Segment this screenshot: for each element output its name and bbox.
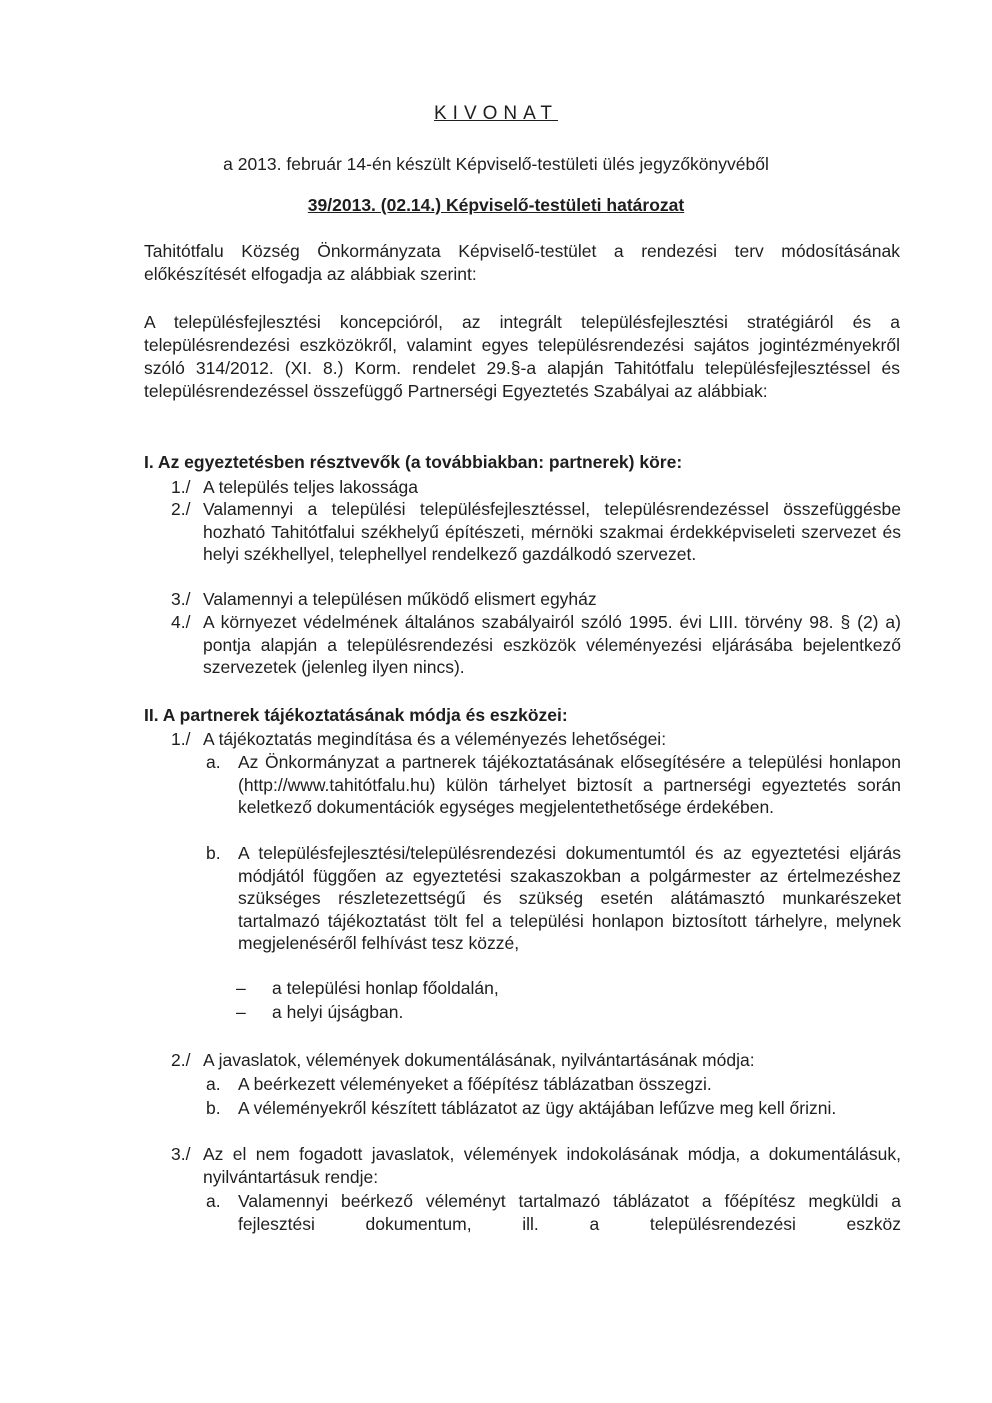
dash-mark: – (236, 1002, 246, 1022)
item-text: A település teljes lakossága (203, 477, 418, 497)
list-item (171, 476, 901, 499)
sub-item-text: A településfejlesztési/településrendezési dokumentumtól és az egyeztetési eljárás módjától függően az egyeztetési szakaszokban a polgármester az értelmezéshez szükséges részletezettségű és szükség esetén alátámasztó munkarészeket tartalmazó tájékoztatást tölt fel a települési honlapon biztosított tárhelyre, melynek megjelenéséről felhívást tesz közzé, (238, 843, 901, 953)
dash-item (236, 1001, 736, 1024)
dash-text: a települési honlap főoldalán, (272, 978, 499, 998)
item-text: Az el nem fogadott javaslatok, vélemények indokolásának módja, a dokumentálásuk, nyilvántartásuk rendje: (203, 1144, 901, 1187)
dash-text: a helyi újságban. (272, 1002, 404, 1022)
item-number: 1./ (171, 477, 191, 497)
item-number: 1./ (171, 729, 191, 749)
document-subtitle: a 2013. február 14-én készült Képviselő-testületi ülés jegyzőkönyvéből (223, 154, 769, 174)
item-text: Valamennyi a települési településfejlesztéssel, településrendezéssel összefüggésbe hozható Tahitótfalui székhelyű építészeti, mérnöki szakmai érdekképviseleti szervezet és helyi székhellyel, telephellyel rendelkező gazdálkodó szervezet. (203, 499, 901, 564)
item-text: A tájékoztatás megindítása és a véleményezés lehetőségei: (203, 729, 667, 749)
sub-item-letter: a. (206, 1191, 221, 1211)
list-item (171, 728, 901, 751)
intro-paragraph: Tahitótfalu Község Önkormányzata Képviselő-testület a rendezési terv módosításának előkészítését elfogadja az alábbiak szerint: (144, 241, 900, 284)
sub-item-letter: a. (206, 1074, 221, 1094)
sub-item-letter: b. (206, 1098, 221, 1118)
item-number: 3./ (171, 589, 191, 609)
section-2-heading: II. A partnerek tájékoztatásának módja és eszközei: (144, 705, 568, 725)
item-number: 2./ (171, 1050, 191, 1070)
dash-item (236, 977, 736, 1000)
sub-item-text: A véleményekről készített táblázatot az ügy aktájában lefűzve meg kell őrizni. (238, 1098, 837, 1118)
item-number: 2./ (171, 499, 191, 519)
document-title: KIVONAT (434, 103, 558, 124)
sub-item-letter: b. (206, 843, 221, 863)
list-item (171, 1143, 901, 1188)
item-text: A javaslatok, vélemények dokumentálásának, nyilvántartásának módja: (203, 1050, 755, 1070)
item-number: 4./ (171, 612, 191, 632)
sub-item (206, 1190, 901, 1235)
list-item (171, 1049, 901, 1072)
sub-item (206, 1097, 901, 1120)
legal-basis-paragraph: A településfejlesztési koncepcióról, az integrált településfejlesztési stratégiáról és a településrendezési eszközökről, valamint egyes településrendezési sajátos jogintézményekről szóló 314/2012. (XI. 8.) Korm. rendelet 29.§-a alapján Tahitótfalu településfejlesztéssel és településrendezéssel összefüggő Partnerségi Egyeztetés Szabályai az alábbiak: (144, 312, 900, 401)
sub-item-text: Valamennyi beérkező véleményt tartalmazó táblázatot a főépítész megküldi a fejlesztési dokumentum, ill. a településrendezési eszköz (238, 1191, 901, 1234)
list-item (171, 588, 901, 611)
sub-item (206, 1073, 901, 1096)
resolution-heading: 39/2013. (02.14.) Képviselő-testületi határozat (307, 195, 685, 215)
list-item (171, 498, 901, 566)
sub-item (206, 842, 901, 955)
section-1-heading: I. Az egyeztetésben résztvevők (a továbbiakban: partnerek) köre: (144, 452, 683, 472)
dash-mark: – (236, 978, 246, 998)
sub-item-text: Az Önkormányzat a partnerek tájékoztatásának elősegítésére a települési honlapon (http://www.tahitótfalu.hu) külön tárhelyet biztosít a partnerségi egyeztetés során keletkező dokumentációk egységes megjelentethetősége érdekében. (238, 752, 901, 817)
item-text: A környezet védelmének általános szabályairól szóló 1995. évi LIII. törvény 98. § (2) a) pontja alapján a településrendezési eszközök véleményezési eljárásába bejelentkező szervezetek (jelenleg ilyen nincs). (203, 612, 901, 677)
sub-item-text: A beérkezett véleményeket a főépítész táblázatban összegzi. (238, 1074, 712, 1094)
item-number: 3./ (171, 1144, 191, 1164)
sub-item (206, 751, 901, 819)
item-text: Valamennyi a településen működő elismert egyház (203, 589, 597, 609)
list-item (171, 611, 901, 679)
sub-item-letter: a. (206, 752, 221, 772)
